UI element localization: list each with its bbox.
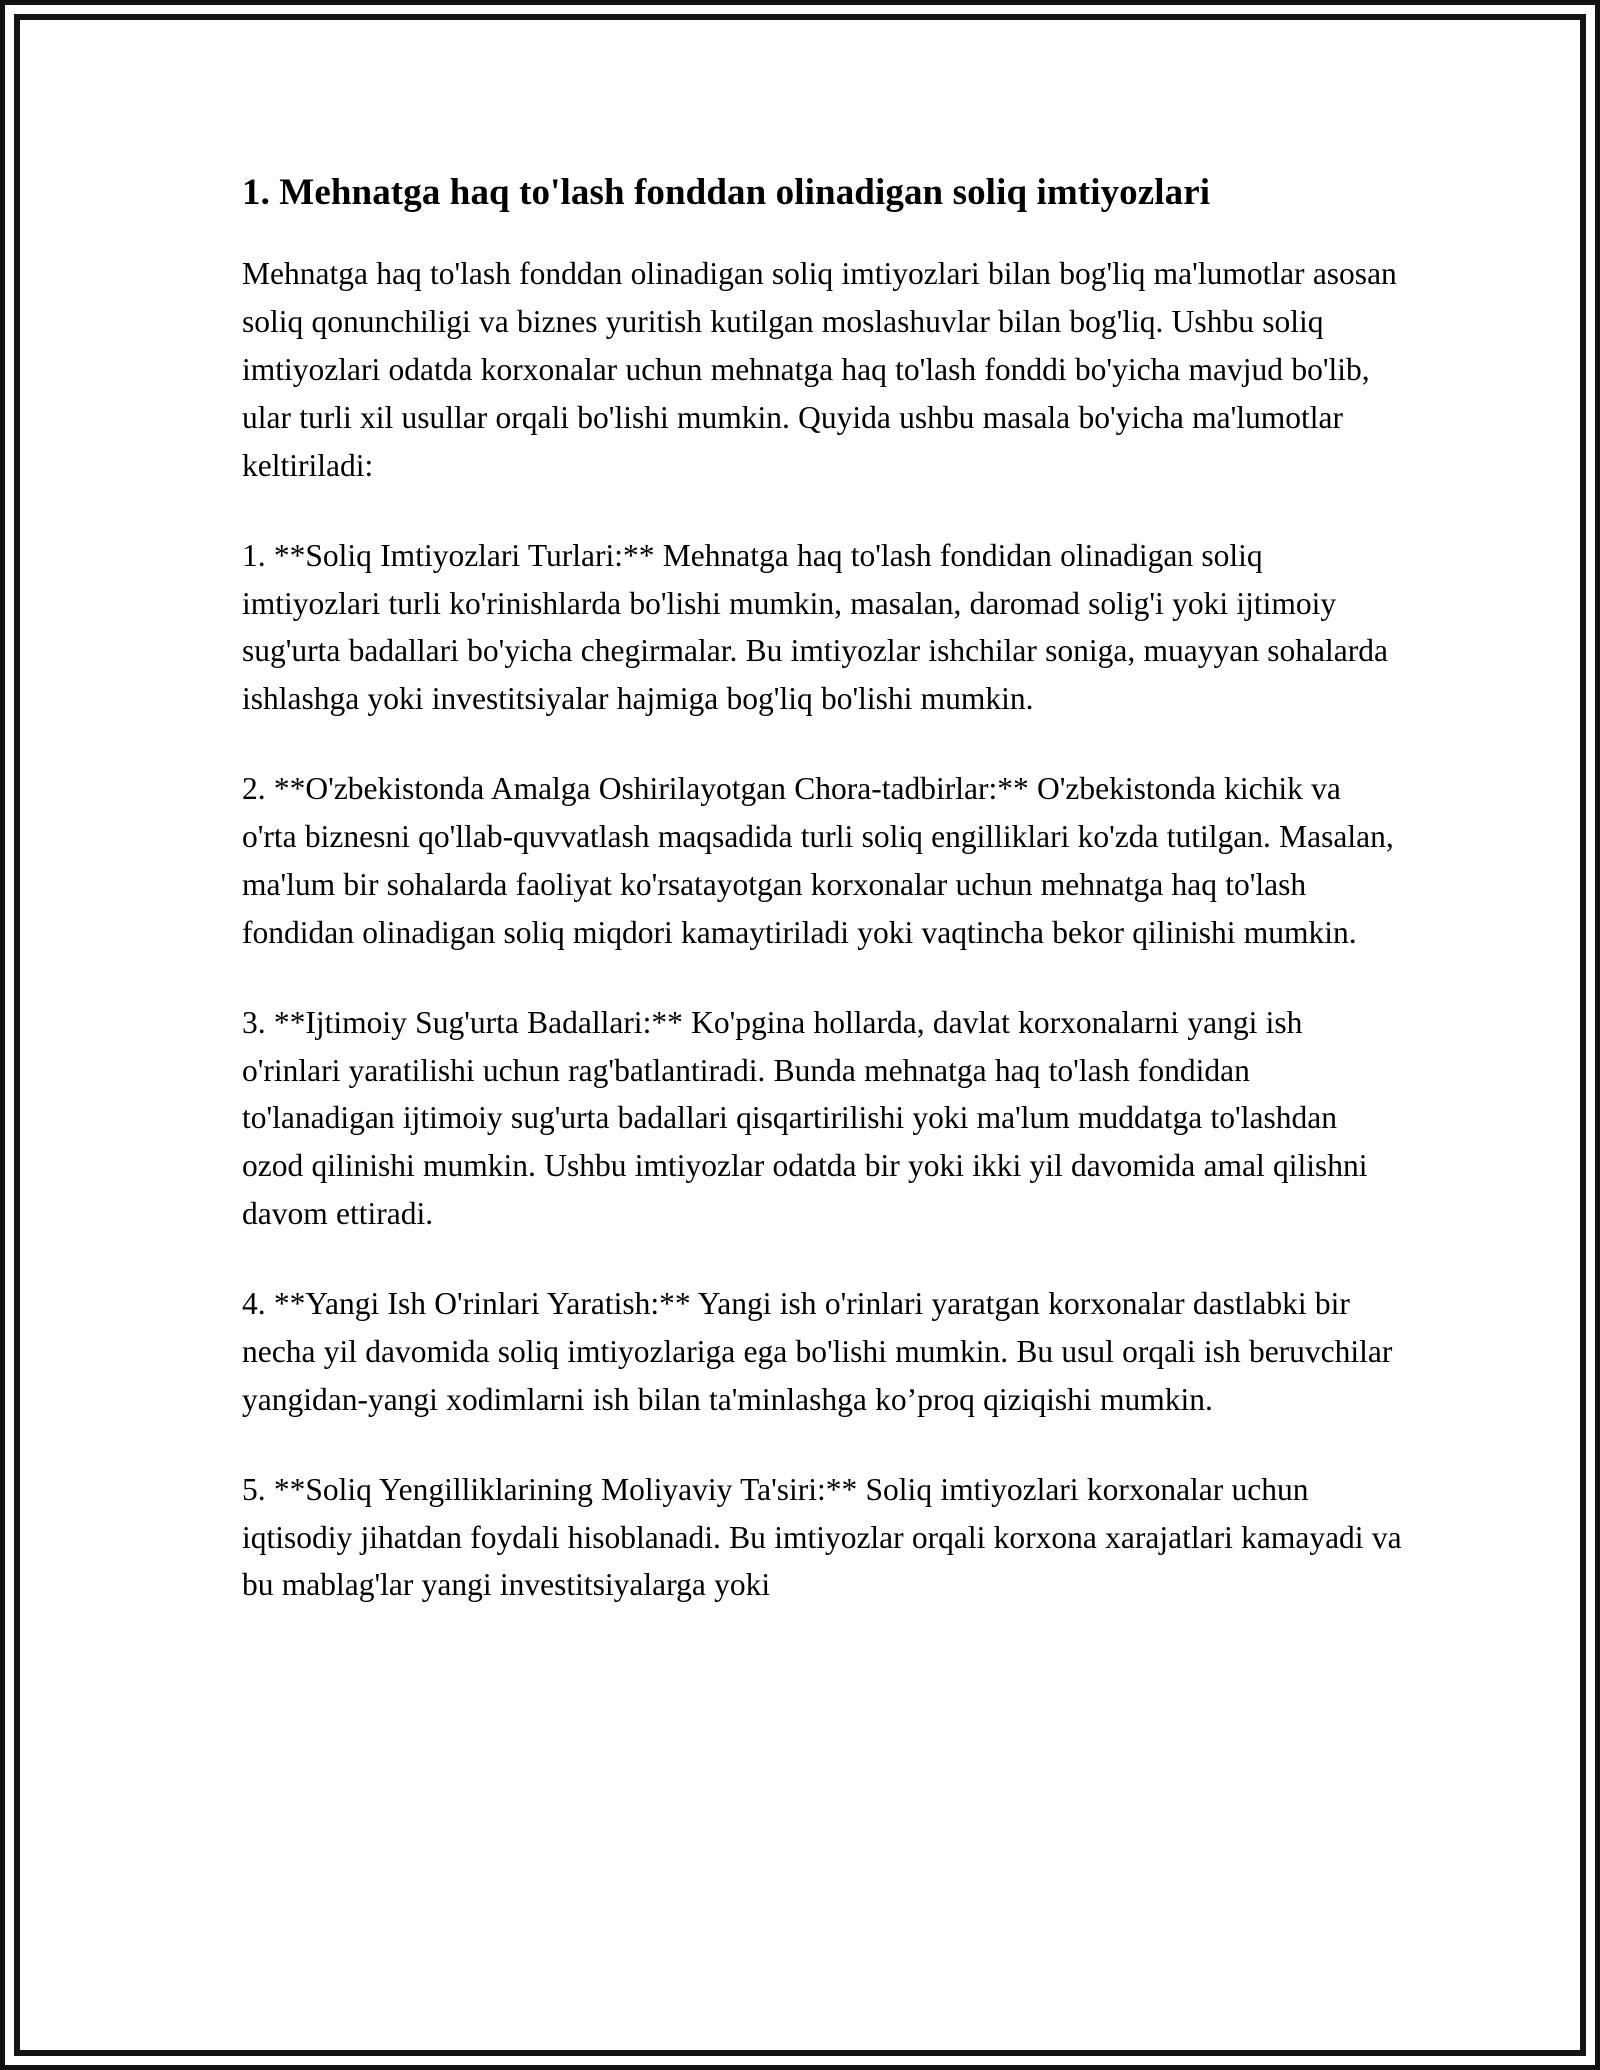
document-content xyxy=(242,170,1402,1609)
paragraph-intro: Mehnatga haq to'lash fonddan olinadigan soliq imtiyozlari bilan bog'liq ma'lumotlar asosan soliq qonunchiligi va biznes yuritish kutilgan moslashuvlar bilan bog'liq. Ushbu soliq imtiyozlari odatda korxonalar uchun mehnatga haq to'lash fonddi bo'yicha mavjud bo'lib, ular turli xil usullar orqali bo'lishi mumkin. Quyida ushbu masala bo'yicha ma'lumotlar keltiriladi: xyxy=(242,256,1397,483)
paragraph-item-1: 1. **Soliq Imtiyozlari Turlari:** Mehnatga haq to'lash fondidan olinadigan soliq imtiyozlari turli ko'rinishlarda bo'lishi mumkin, masalan, daromad solig'i yoki ijtimoiy sug'urta badallari bo'yicha chegirmalar. Bu imtiyozlar ishchilar soniga, muayyan sohalarda ishlashga yoki investitsiyalar hajmiga bog'liq bo'lishi mumkin. xyxy=(242,537,1388,717)
paragraph-item-4: 4. **Yangi Ish O'rinlari Yaratish:** Yangi ish o'rinlari yaratgan korxonalar dastlabki bir necha yil davomida soliq imtiyozlariga ega bo'lishi mumkin. Bu usul orqali ish beruvchilar yangidan-yangi xodimlarni ish bilan ta'minlashga ko’proq qiziqishi mumkin. xyxy=(242,1286,1393,1417)
page-sheet xyxy=(20,20,1580,2050)
page-border-inner xyxy=(14,14,1586,2056)
page-title: 1. Mehnatga haq to'lash fonddan olinadigan soliq imtiyozlari xyxy=(242,172,1211,213)
paragraph-item-2: 2. **O'zbekistonda Amalga Oshirilayotgan Chora-tadbirlar:** O'zbekistonda kichik va o'rta biznesni qo'llab-quvvatlash maqsadida turli soliq engilliklari ko'zda tutilgan. Masalan, ma'lum bir sohalarda faoliyat ko'rsatayotgan korxonalar uchun mehnatga haq to'lash fondidan olinadigan soliq miqdori kamaytiriladi yoki vaqtincha bekor qilinishi mumkin. xyxy=(242,771,1394,950)
paragraph-item-3: 3. **Ijtimoiy Sug'urta Badallari:** Ko'pgina hollarda, davlat korxonalarni yangi ish o'rinlari yaratilishi uchun rag'batlantiradi. Bunda mehnatga haq to'lash fondidan to'lanadigan ijtimoiy sug'urta badallari qisqartirilishi yoki ma'lum muddatga to'lashdan ozod qilinishi mumkin. Ushbu imtiyozlar odatda bir yoki ikki yil davomida amal qilishni davom ettiradi. xyxy=(242,1004,1368,1232)
paragraph-item-5: 5. **Soliq Yengilliklarining Moliyaviy Ta'siri:** Soliq imtiyozlari korxonalar uchun iqtisodiy jihatdan foydali hisoblanadi. Bu imtiyozlar orqali korxona xarajatlari kamayadi va bu mablag'lar yangi investitsiyalarga yoki xyxy=(242,1471,1402,1603)
